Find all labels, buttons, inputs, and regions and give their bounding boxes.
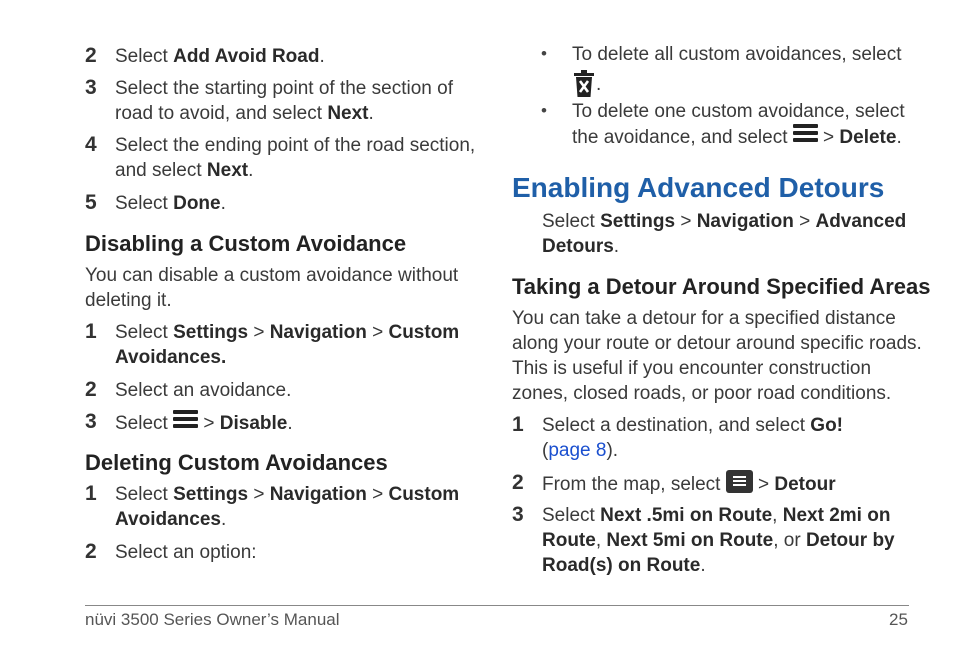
text-line	[542, 553, 895, 578]
step-number: 2	[85, 378, 97, 401]
step-number: 3	[512, 503, 524, 526]
text: ,	[595, 530, 607, 551]
page-section-title: Enabling Advanced Detours	[512, 172, 885, 203]
text: Select	[115, 193, 174, 214]
text: ,	[772, 505, 783, 526]
bold-text: Next	[206, 160, 249, 181]
step-number: 2	[85, 44, 97, 67]
text-line	[115, 345, 459, 370]
text: .	[700, 555, 706, 576]
bold-text: Done	[173, 193, 221, 214]
text: From the map, select	[542, 474, 726, 495]
bold-text: Navigation	[269, 322, 367, 343]
step-number: 4	[85, 133, 97, 156]
text-line	[542, 438, 843, 463]
step-text	[542, 503, 895, 578]
text: ).	[606, 440, 619, 461]
text-line	[115, 158, 475, 183]
bold-text: Detours	[542, 236, 614, 257]
page-number: 25	[889, 610, 908, 629]
bold-text: Advanced	[815, 211, 907, 232]
text-line: Select the ending point of the road section,	[115, 135, 476, 156]
bold-text: Add Avoid Road	[173, 46, 320, 67]
bold-text: Settings	[173, 322, 249, 343]
step-text	[115, 44, 325, 69]
bold-text: Next	[327, 103, 369, 124]
text: .	[319, 46, 325, 67]
text-line: Select the starting point of the section of	[115, 78, 453, 99]
step-number: 3	[85, 410, 97, 433]
bold-text: Navigation	[269, 484, 367, 505]
text: Select	[115, 322, 174, 343]
text-line	[115, 320, 459, 345]
text-line: You can disable a custom avoidance without	[85, 265, 459, 286]
page-link[interactable]: page 8	[548, 440, 607, 461]
text-line: This is useful if you encounter construction	[512, 358, 872, 379]
text: Select	[115, 484, 174, 505]
trash-icon	[572, 70, 596, 98]
step-text	[115, 191, 226, 216]
bold-text: Settings	[173, 484, 249, 505]
text-line	[542, 528, 895, 553]
text-line	[572, 124, 905, 150]
text: >	[793, 211, 816, 232]
bold-text: Navigation	[696, 211, 794, 232]
text: .	[896, 127, 902, 148]
text: road to avoid, and select	[115, 103, 328, 124]
text: Select	[542, 505, 601, 526]
text: .	[287, 413, 293, 434]
step-text	[115, 482, 459, 532]
bold-text: Next .5mi on Route	[600, 505, 773, 526]
text: and select	[115, 160, 207, 181]
bold-text: Next 5mi on Route	[606, 530, 774, 551]
text-line	[115, 507, 459, 532]
text-line	[542, 234, 906, 259]
text: .	[368, 103, 374, 124]
bullet-mark: •	[541, 101, 547, 120]
step-number: 1	[512, 413, 524, 436]
step-number: 2	[512, 471, 524, 494]
text: Select	[115, 46, 174, 67]
text: >	[366, 484, 389, 505]
text: .	[248, 160, 254, 181]
bold-text: Avoidances.	[115, 347, 227, 368]
step-number: 1	[85, 482, 97, 505]
text: .	[613, 236, 620, 257]
section-heading: Taking a Detour Around Specified Areas	[512, 274, 931, 299]
text: Select a destination, and select	[542, 415, 811, 436]
bold-text: Route	[542, 530, 596, 551]
bullet-text: To delete all custom avoidances, select	[572, 44, 902, 65]
text: (	[542, 440, 549, 461]
step-text: Select an option:	[115, 542, 257, 563]
text-line: To delete one custom avoidance, select	[572, 101, 905, 122]
bullet-mark: •	[541, 44, 547, 63]
step-number: 2	[85, 540, 97, 563]
step-text	[115, 133, 475, 183]
text: >	[675, 211, 697, 232]
footer-divider	[85, 605, 909, 606]
step-number: 3	[85, 76, 97, 99]
paragraph	[542, 209, 906, 259]
text: >	[366, 322, 389, 343]
text-line: zones, closed roads, or poor road conditions.	[512, 383, 892, 404]
bold-text: Road(s) on Route	[542, 555, 701, 576]
bold-text: Custom	[388, 484, 460, 505]
bold-text: Detour	[774, 474, 836, 495]
menu-button-icon	[726, 470, 753, 493]
step-text	[115, 320, 459, 370]
text-line	[115, 101, 453, 126]
step-text	[542, 470, 836, 497]
text-line	[542, 413, 843, 438]
text-line	[542, 503, 895, 528]
paragraph	[512, 306, 922, 406]
step-text	[115, 410, 293, 436]
bold-text: Avoidances	[115, 509, 221, 530]
bold-text: Go!	[810, 415, 844, 436]
bold-text: Detour by	[805, 530, 895, 551]
text: .	[220, 509, 227, 530]
bullet-text	[572, 99, 905, 150]
bold-text: Custom	[388, 322, 460, 343]
section-heading: Deleting Custom Avoidances	[85, 450, 388, 475]
footer-manual-title: nüvi 3500 Series Owner’s Manual	[85, 610, 340, 629]
menu-icon	[173, 410, 198, 432]
bold-text: Disable	[219, 413, 288, 434]
menu-icon	[793, 124, 818, 146]
text-line	[542, 209, 906, 234]
text-line: You can take a detour for a specified distance	[512, 308, 896, 329]
text: >	[248, 484, 270, 505]
bold-text: Settings	[600, 211, 676, 232]
text: the avoidance, and select	[572, 127, 793, 148]
step-text	[542, 413, 843, 463]
text: Select	[542, 211, 601, 232]
text: , or	[773, 530, 806, 551]
text-line	[115, 482, 459, 507]
section-heading: Disabling a Custom Avoidance	[85, 231, 407, 256]
text: Select	[115, 413, 174, 434]
step-number: 5	[85, 191, 97, 214]
text: .	[220, 193, 226, 214]
text: >	[198, 413, 220, 434]
paragraph	[85, 263, 458, 313]
step-text: Select an avoidance.	[115, 380, 292, 401]
text: >	[817, 127, 840, 148]
step-number: 1	[85, 320, 97, 343]
text-line: deleting it.	[85, 290, 172, 311]
text-line: along your route or detour around specific roads.	[512, 333, 922, 354]
bold-text: Delete	[839, 127, 897, 148]
step-text	[115, 76, 453, 126]
text: >	[752, 474, 775, 495]
text: >	[248, 322, 270, 343]
text: .	[596, 74, 602, 95]
bold-text: Next 2mi on	[782, 505, 891, 526]
